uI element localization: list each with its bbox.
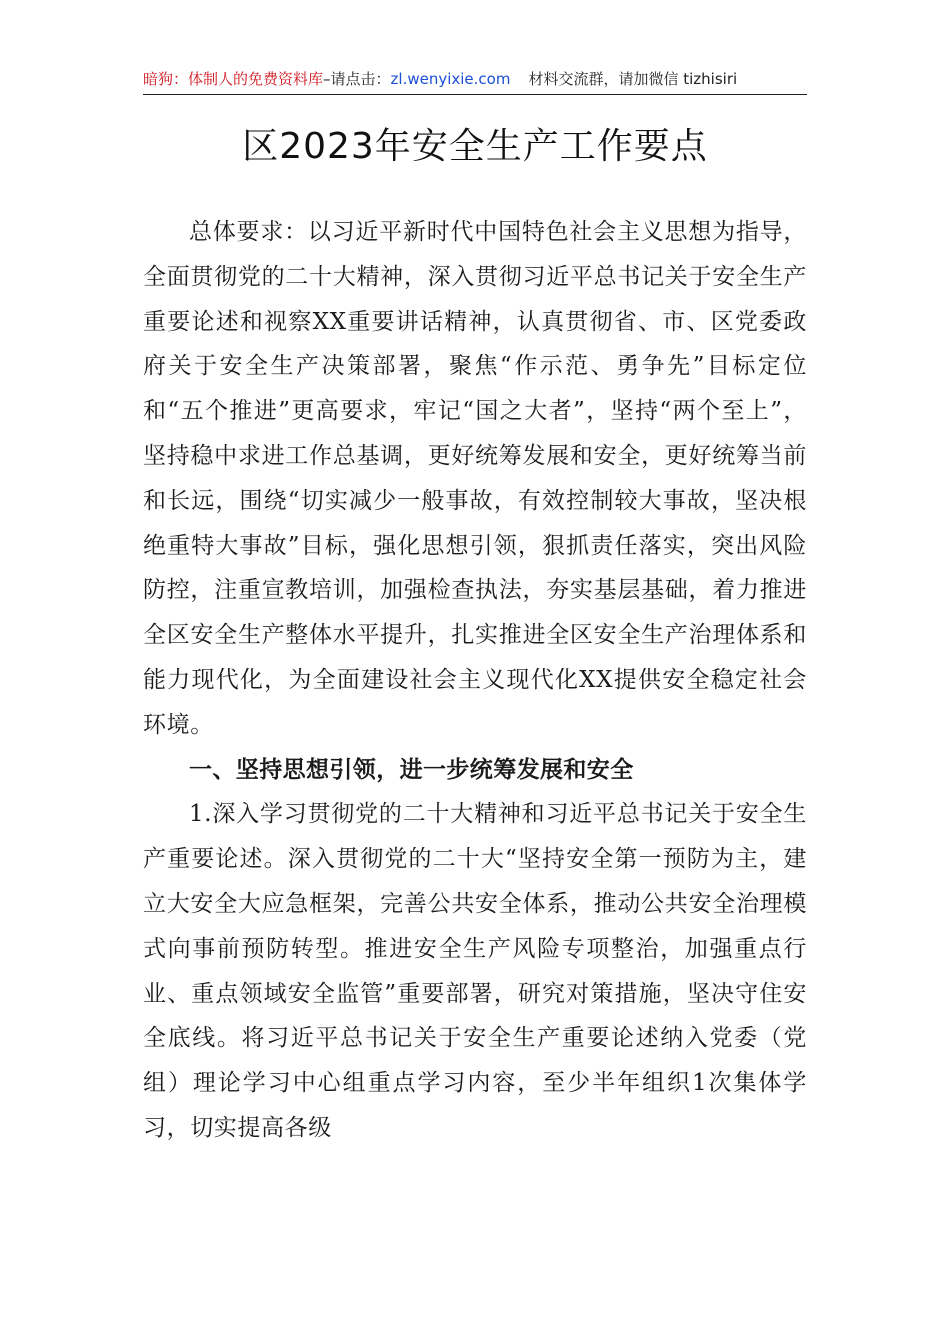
section-heading-1: 一、坚持思想引领，进一步统筹发展和安全 bbox=[189, 756, 634, 783]
item-1-paragraph: 1.深入学习贯彻党的二十大精神和习近平总书记关于安全生产重要论述。深入贯彻党的二十大“坚持安全第一预防为主，建立大安全大应急框架，完善公共安全体系，推动公共安全治理模式向事前预防转型。推进安全生产风险专项整治，加强重点行业、重点领域安全监管”重要部署，研究对策措施，坚决守住安全底线。将习近平总书记关于安全生产重要论述纳入党委（党组）理论学习中心组重点学习内容，至少半年组织1次集体学习，切实提高各级 bbox=[143, 801, 807, 1141]
header-site-link[interactable]: zl.wenyixie.com bbox=[390, 70, 511, 88]
header-site-name: 暗狗：体制人的免费资料库 bbox=[143, 70, 324, 88]
intro-paragraph: 总体要求：以习近平新时代中国特色社会主义思想为指导，全面贯彻党的二十大精神，深入贯彻习近平总书记关于安全生产重要论述和视察XX重要讲话精神，认真贯彻省、市、区党委政府关于安全生产决策部署，聚焦“作示范、勇争先”目标定位和“五个推进”更高要求，牢记“国之大者”，坚持“两个至上”，坚持稳中求进工作总基调，更好统筹发展和安全，更好统筹当前和长远，围绕“切实减少一般事故，有效控制较大事故，坚决根绝重特大事故”目标，强化思想引领，狠抓责任落实，突出风险防控，注重宣教培训，加强检查执法，夯实基层基础，着力推进全区安全生产整体水平提升，扎实推进全区安全生产治理体系和能力现代化，为全面建设社会主义现代化XX提供安全稳定社会环境。 bbox=[143, 219, 807, 738]
document-body bbox=[143, 210, 807, 1151]
page-header bbox=[143, 66, 807, 95]
header-wechat-note: 材料交流群，请加微信 tizhisiri bbox=[528, 70, 738, 88]
header-click-prompt: –请点击： bbox=[323, 70, 391, 88]
document-title: 区2023年安全生产工作要点 bbox=[242, 126, 708, 167]
